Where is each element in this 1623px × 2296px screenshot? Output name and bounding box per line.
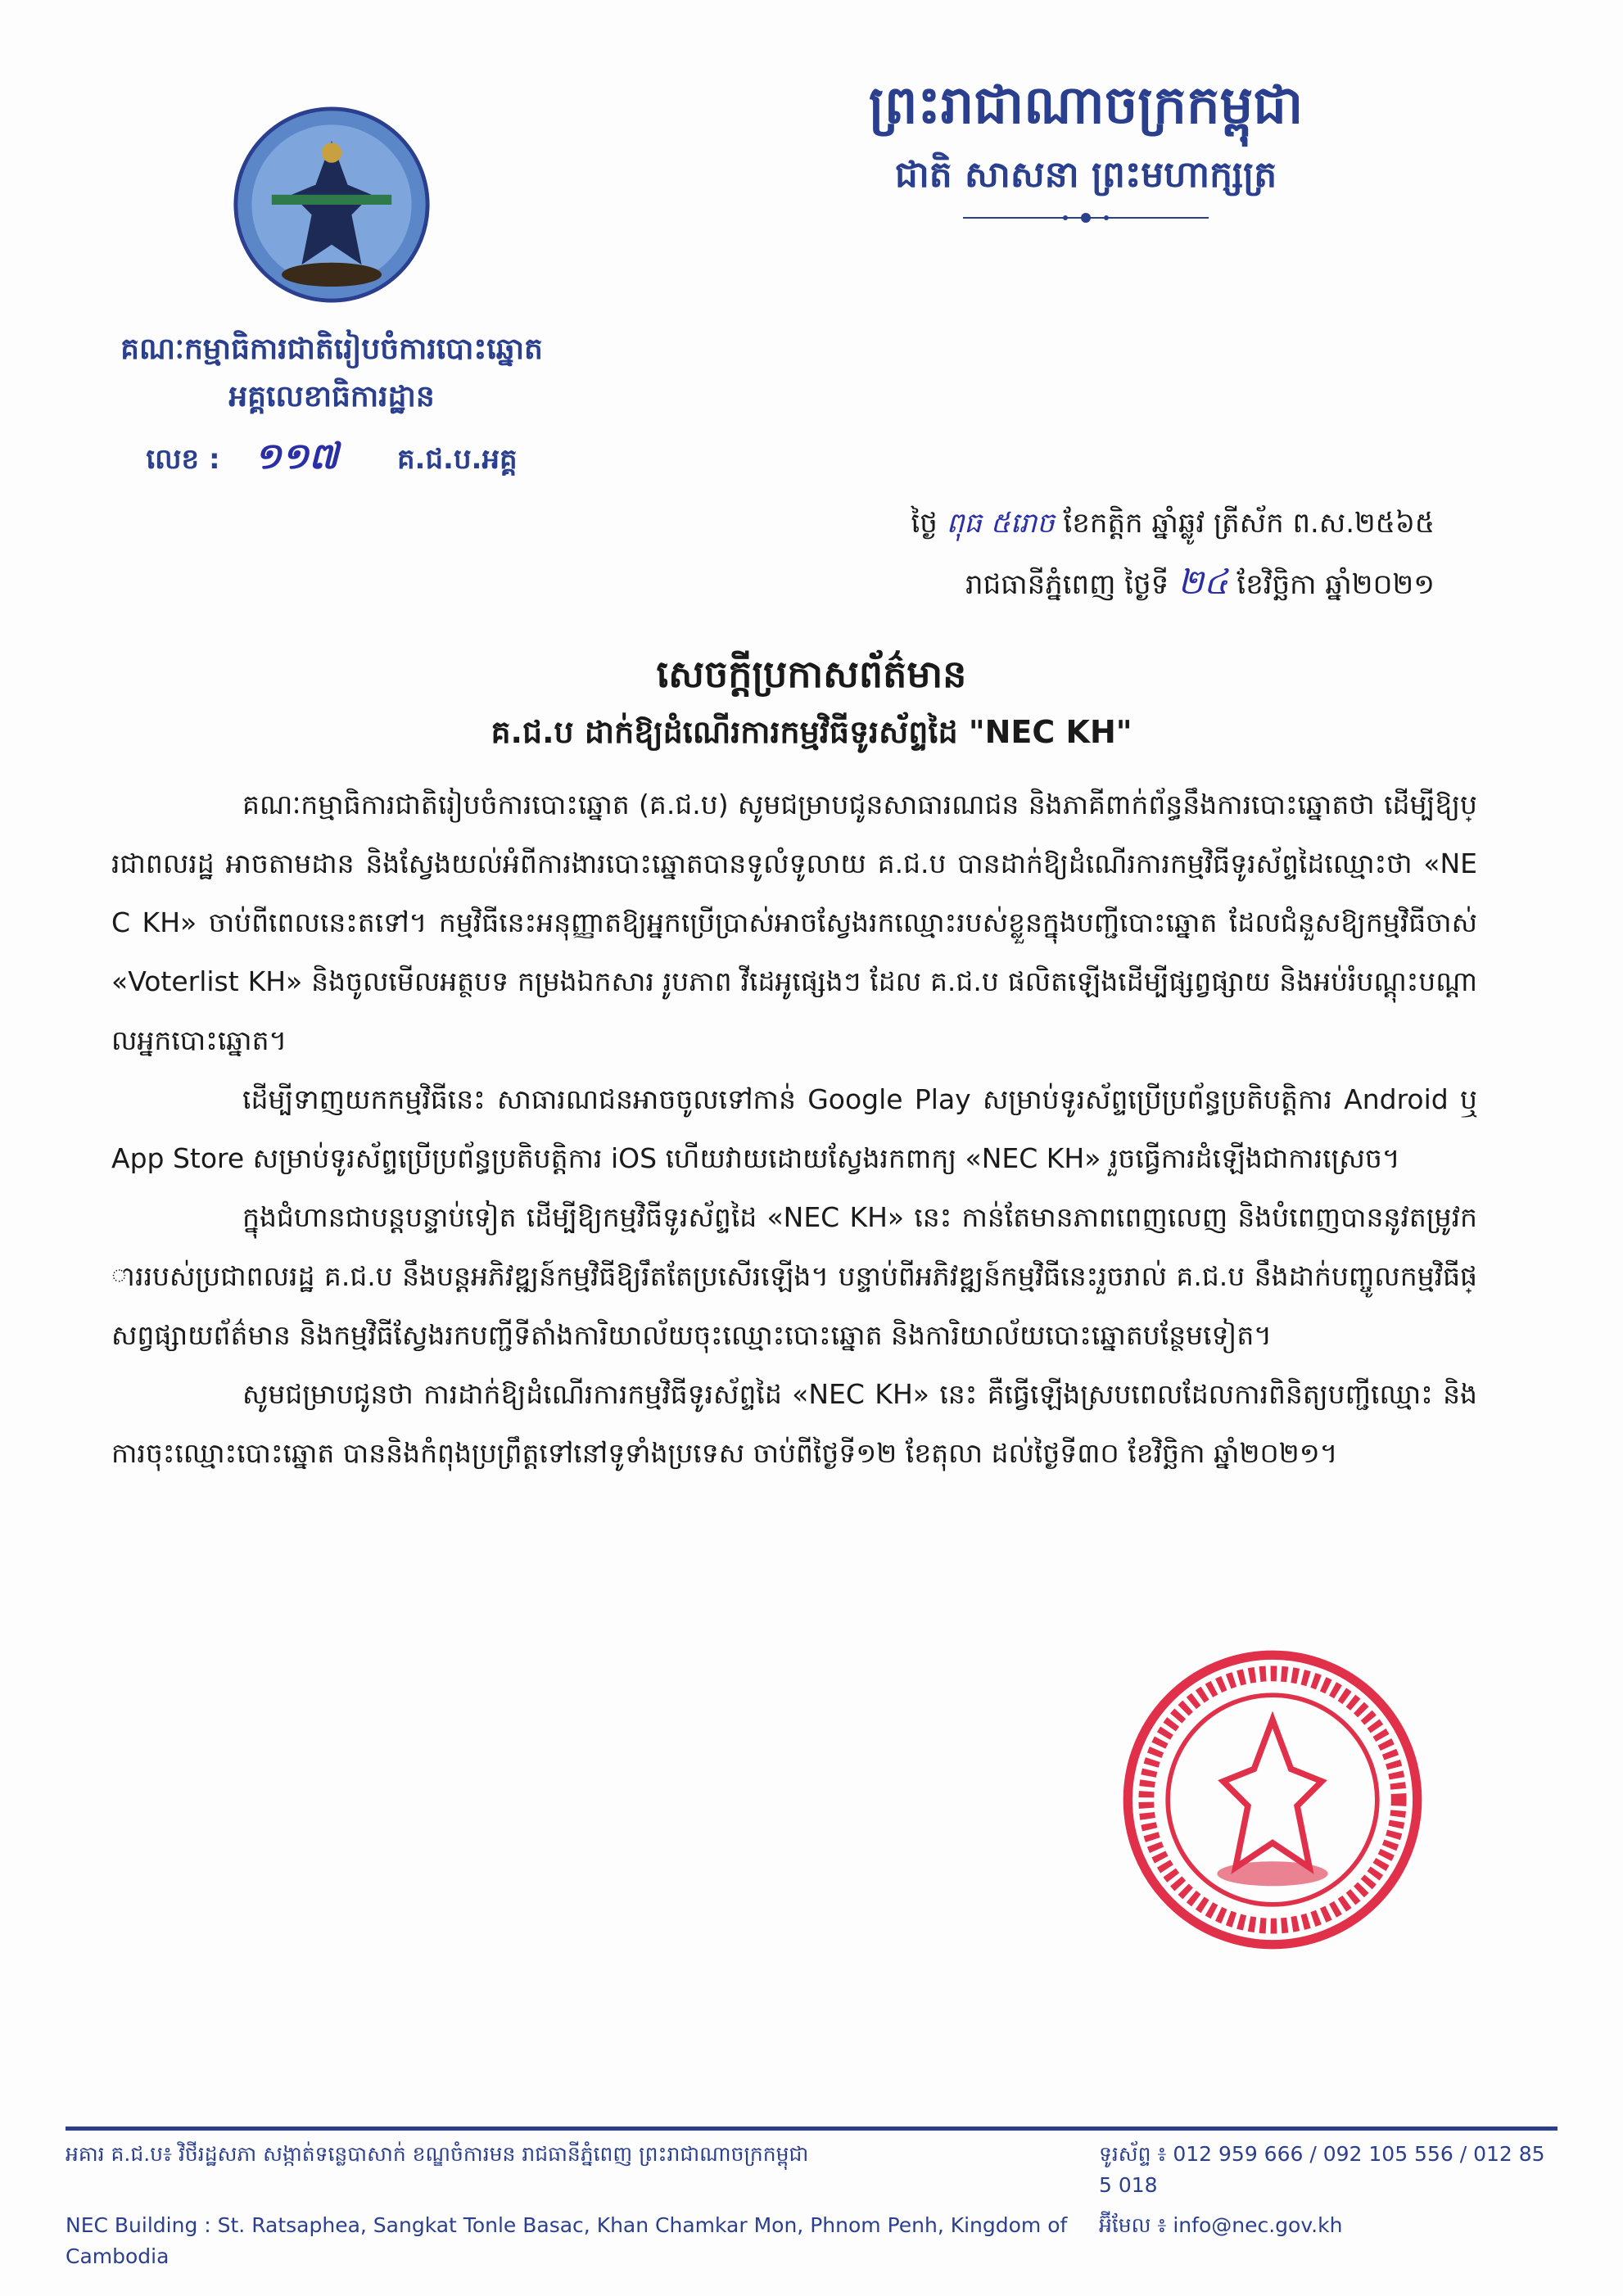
kingdom-title: ព្រះរាជាណាចក្រកម្ពុជា xyxy=(868,75,1304,136)
nec-logo-emblem xyxy=(232,105,432,305)
national-motto: ជាតិ សាសនា ព្រះមហាក្សត្រ xyxy=(894,154,1277,197)
ornament-divider xyxy=(963,210,1209,226)
document-body xyxy=(111,775,1477,1483)
solar-day-handwritten: ២៤ xyxy=(1178,562,1228,603)
solar-date xyxy=(475,549,1435,615)
department-name: អគ្គលេខាធិការដ្ឋាន xyxy=(228,380,435,414)
footer-address-english: NEC Building : St. Ratsaphea, Sangkat Tonle Basac, Khan Chamkar Mon, Phnom Penh, Kingdom of Cambodia xyxy=(66,2213,1068,2268)
kingdom-block xyxy=(598,0,1557,226)
letterhead xyxy=(66,0,1557,484)
paragraph: ដើម្បីទាញយកកម្មវិធីនេះ សាធារណជនអាចចូលទៅកាន់ Google Play សម្រាប់ទូរស័ព្ទប្រើប្រព័ន្ធប្រតិបត្តិការ Android ឬ App Store សម្រាប់ទូរស័ព្ទប្រើប្រព័ន្ធប្រតិបត្តិការ iOS ហើយវាយដោយស្វែងរកពាក្យ «NEC KH» រួចធ្វើការដំឡើងជាការស្រេច។ xyxy=(111,1082,1477,1174)
paragraph: សូមជម្រាបជូនថា ការដាក់ឱ្យដំណើរការកម្មវិធីទូរស័ព្ទដៃ «NEC KH» នេះ គឺធ្វើឡើងស្របពេលដែលការពិនិត្យបញ្ជីឈ្មោះ និងការចុះឈ្មោះបោះឆ្នោត បាននិងកំពុងប្រព្រឹត្តទៅនៅទូទាំងប្រទេស ចាប់ពីថ្ងៃទី១២ ខែតុលា ដល់ថ្ងៃទី៣០ ខែវិច្ឆិកា ឆ្នាំ២០២១។ xyxy=(111,1377,1477,1469)
footer xyxy=(66,2127,1557,2271)
ref-label: លេខ : xyxy=(146,442,220,476)
sender-block xyxy=(66,0,598,484)
paragraph: គណៈកម្មាធិការជាតិរៀបចំការបោះឆ្នោត (គ.ជ.ប) សូមជម្រាបជូនសាធារណជន និងភាគីពាក់ព័ន្ធនឹងការបោះឆ្នោតថា ដើម្បីឱ្យប្រជាពលរដ្ឋ អាចតាមដាន និងស្វែងយល់អំពីការងារបោះឆ្នោតបានទូលំទូលាយ គ.ជ.ប បានដាក់ឱ្យដំណើរការកម្មវិធីទូរស័ព្ទដៃឈ្មោះថា «NEC KH» ចាប់ពីពេលនេះតទៅ។ កម្មវិធីនេះអនុញ្ញាតឱ្យអ្នកប្រើប្រាស់អាចស្វែងរកឈ្មោះរបស់ខ្លួនក្នុងបញ្ជីបោះឆ្នោត ដែលជំនួសឱ្យកម្មវិធីចាស់ «Voterlist KH» និងចូលមើលអត្ថបទ កម្រងឯកសារ រូបភាព វីដេអូផ្សេងៗ ដែល គ.ជ.ប ផលិតឡើងដើម្បីផ្សព្វផ្សាយ និងអប់រំបណ្ដុះបណ្ដាលអ្នកបោះឆ្នោត។ xyxy=(111,788,1477,1056)
document-title: សេចក្ដីប្រកាសព័ត៌មាន xyxy=(656,652,967,697)
footer-phone: ទូរស័ព្ទ ៖ 012 959 666 / 092 105 556 / 012 855 018 xyxy=(1099,2142,1545,2197)
lunar-prefix: ថ្ងៃ xyxy=(911,506,938,540)
ref-number-handwritten: ១១៧ xyxy=(254,435,339,477)
solar-prefix: រាជធានីភ្នំពេញ ថ្ងៃទី xyxy=(965,568,1169,602)
footer-address-khmer: អគារ គ.ជ.ប៖ វិថីរដ្ឋសភា សង្កាត់ទន្លេបាសាក់ ខណ្ឌចំការមន រាជធានីភ្នំពេញ ព្រះរាជាណាចក្រកម្ពុជា xyxy=(66,2142,809,2166)
date-block xyxy=(475,497,1435,615)
paragraph: ក្នុងជំហានជាបន្តបន្ទាប់ទៀត ដើម្បីឱ្យកម្មវិធីទូរស័ព្ទដៃ «NEC KH» នេះ កាន់តែមានភាពពេញលេញ និងបំពេញបាននូវតម្រូវការរបស់ប្រជាពលរដ្ឋ គ.ជ.ប នឹងបន្តអភិវឌ្ឍន៍កម្មវិធីឱ្យរឹតតែប្រសើរឡើង។ បន្ទាប់ពីអភិវឌ្ឍន៍កម្មវិធីនេះរួចរាល់ គ.ជ.ប នឹងដាក់បញ្ចូលកម្មវិធីផ្សព្វផ្សាយព័ត៌មាន និងកម្មវិធីស្វែងរកបញ្ជីទីតាំងការិយាល័យចុះឈ្មោះបោះឆ្នោត និងការិយាល័យបោះឆ្នោតបន្ថែមទៀត។ xyxy=(111,1200,1477,1351)
solar-rest: ខែវិច្ឆិកា ឆ្នាំ២០២១ xyxy=(1236,568,1435,602)
document-subtitle: គ.ជ.ប ដាក់ឱ្យដំណើរការកម្មវិធីទូរស័ព្ទដៃ "NEC KH" xyxy=(491,713,1132,750)
footer-email: អ៊ីមែល ៖ info@nec.gov.kh xyxy=(1099,2213,1343,2237)
lunar-date xyxy=(475,497,1435,550)
reference-number xyxy=(146,430,517,484)
organization-name: គណៈកម្មាធិការជាតិរៀបចំការបោះឆ្នោត xyxy=(120,332,543,366)
official-seal-stamp xyxy=(1119,1646,1426,1954)
ref-suffix: គ.ជ.ប.អគ្គ xyxy=(396,442,518,476)
lunar-rest: ខែកត្តិក ឆ្នាំឆ្លូវ ត្រីស័ក ព.ស.២៥៦៥ xyxy=(1063,506,1435,540)
lunar-day-handwritten: ពុធ ៥រោច xyxy=(946,506,1055,540)
